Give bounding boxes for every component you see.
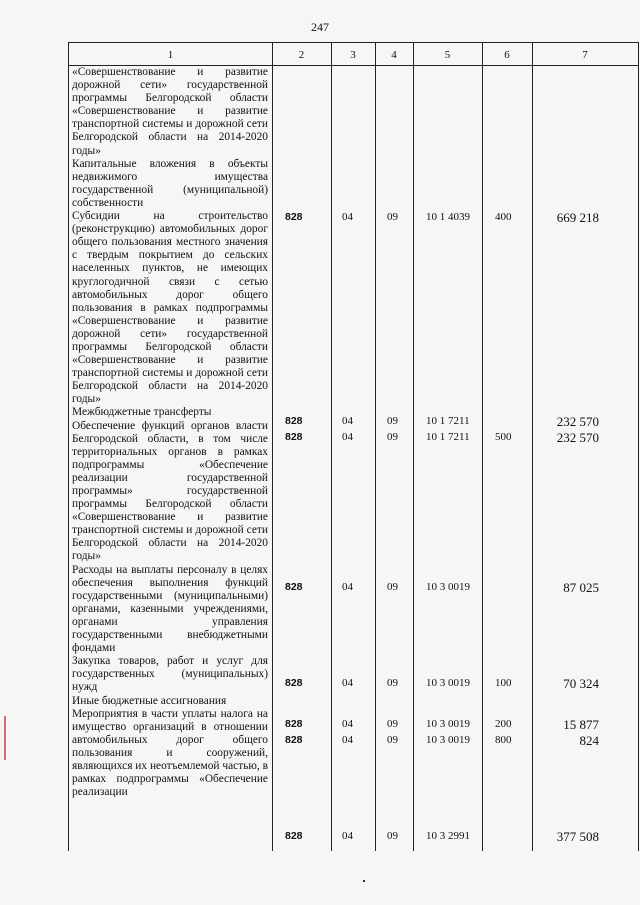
cell-section: 04	[342, 211, 353, 223]
cell-target-article: 10 3 0019	[426, 718, 470, 730]
cell-target-article: 10 3 0019	[426, 677, 470, 689]
cell-target-article: 10 1 4039	[426, 211, 470, 223]
row-description: Межбюджетные трансферты	[72, 406, 212, 419]
table-row	[69, 677, 639, 691]
cell-subsection: 09	[387, 431, 398, 443]
cell-section: 04	[342, 431, 353, 443]
page-number: 247	[311, 20, 329, 34]
table-row	[69, 431, 639, 445]
cell-expense-type: 400	[495, 211, 512, 223]
cell-subsection: 09	[387, 734, 398, 746]
row-description: Расходы на выплаты персоналу в целях обеспечения выполнения функций государственными (муниципальными) органами, казенными учреждениями, органами управления государственными внебюджетными фондами	[72, 563, 268, 655]
cell-section: 04	[342, 415, 353, 427]
table-row	[69, 581, 639, 595]
cell-target-article: 10 1 7211	[426, 431, 470, 443]
cell-amount: 15 877	[563, 717, 599, 732]
table-row	[69, 830, 639, 844]
cell-subsection: 09	[387, 718, 398, 730]
cell-ministry: 828	[285, 830, 303, 842]
row-description: Закупка товаров, работ и услуг для государственных (муниципальных) нужд	[72, 655, 268, 694]
header-col-5: 5	[444, 49, 451, 61]
scan-speck	[363, 880, 365, 882]
cell-expense-type: 500	[495, 431, 512, 443]
cell-ministry: 828	[285, 211, 303, 223]
cell-target-article: 10 1 7211	[426, 415, 470, 427]
cell-amount: 824	[579, 733, 599, 748]
cell-subsection: 09	[387, 211, 398, 223]
cell-amount: 669 218	[556, 210, 599, 225]
row-description: Обеспечение функций органов власти Белгородской области, в том числе территориальных органов в рамках подпрограммы «Обеспечение реализации государственной программы» государственной программы Белгородской области «Совершенствование и развитие транспортной системы и дорожной сети Белгородской области на 2014-2020 годы»	[72, 419, 268, 563]
cell-expense-type: 800	[495, 734, 512, 746]
header-col-3: 3	[350, 49, 356, 61]
cell-expense-type: 100	[495, 677, 512, 689]
cell-ministry: 828	[285, 718, 303, 730]
cell-section: 04	[342, 830, 353, 842]
budget-table	[68, 42, 639, 851]
header-col-7: 7	[582, 49, 588, 61]
cell-amount: 232 570	[556, 414, 599, 429]
table-row	[69, 718, 639, 732]
cell-section: 04	[342, 581, 353, 593]
row-description: Капитальные вложения в объекты недвижимого имущества государственной (муниципальной) собственности	[72, 157, 268, 209]
cell-expense-type: 200	[495, 718, 512, 730]
cell-subsection: 09	[387, 830, 398, 842]
table-row	[69, 415, 639, 429]
cell-amount: 87 025	[563, 580, 599, 595]
header-col-1: 1	[167, 49, 174, 61]
cell-subsection: 09	[387, 415, 398, 427]
cell-ministry: 828	[285, 677, 303, 689]
cell-subsection: 09	[387, 677, 398, 689]
row-description: «Совершенствование и развитие дорожной сети» государственной программы Белгородской области «Совершенствование и развитие транспортной системы и дорожной сети Белгородской области на 2014-2020 годы»	[72, 66, 268, 157]
cell-ministry: 828	[285, 581, 303, 593]
cell-section: 04	[342, 718, 353, 730]
cell-subsection: 09	[387, 581, 398, 593]
cell-target-article: 10 3 0019	[426, 581, 470, 593]
cell-section: 04	[342, 677, 353, 689]
header-col-6: 6	[504, 49, 510, 61]
row-description: Иные бюджетные ассигнования	[72, 694, 227, 707]
cell-section: 04	[342, 734, 353, 746]
cell-amount: 232 570	[556, 430, 599, 445]
cell-ministry: 828	[285, 415, 303, 427]
cell-ministry: 828	[285, 734, 303, 746]
cell-amount: 70 324	[563, 676, 599, 691]
row-description: Субсидии на строительство (реконструкцию) автомобильных дорог общего пользования местного значения с твердым покрытием до сельских населенных пунктов, не имеющих круглогодичной связи с сетью автомобильных дорог общего пользования в рамках подпрограммы «Совершенствование и развитие дорожной сети» государственной программы Белгородской области «Совершенствование и развитие транспортной системы и дорожной сети Белгородской области на 2014-2020 годы»	[72, 210, 268, 406]
scan-edge-mark	[4, 716, 6, 760]
cell-target-article: 10 3 0019	[426, 734, 470, 746]
table-row	[69, 734, 639, 748]
row-description: Мероприятия в части уплаты налога на имущество организаций в отношении автомобильных дорог общего пользования и сооружений, являющихся их неотъемлемой частью, в рамках подпрограммы «Обеспечение реализации	[72, 707, 268, 799]
header-col-4: 4	[391, 49, 397, 61]
table-row	[69, 211, 639, 225]
cell-amount: 377 508	[556, 829, 599, 844]
cell-target-article: 10 3 2991	[426, 830, 470, 842]
cell-ministry: 828	[285, 431, 303, 443]
header-col-2: 2	[298, 49, 305, 61]
